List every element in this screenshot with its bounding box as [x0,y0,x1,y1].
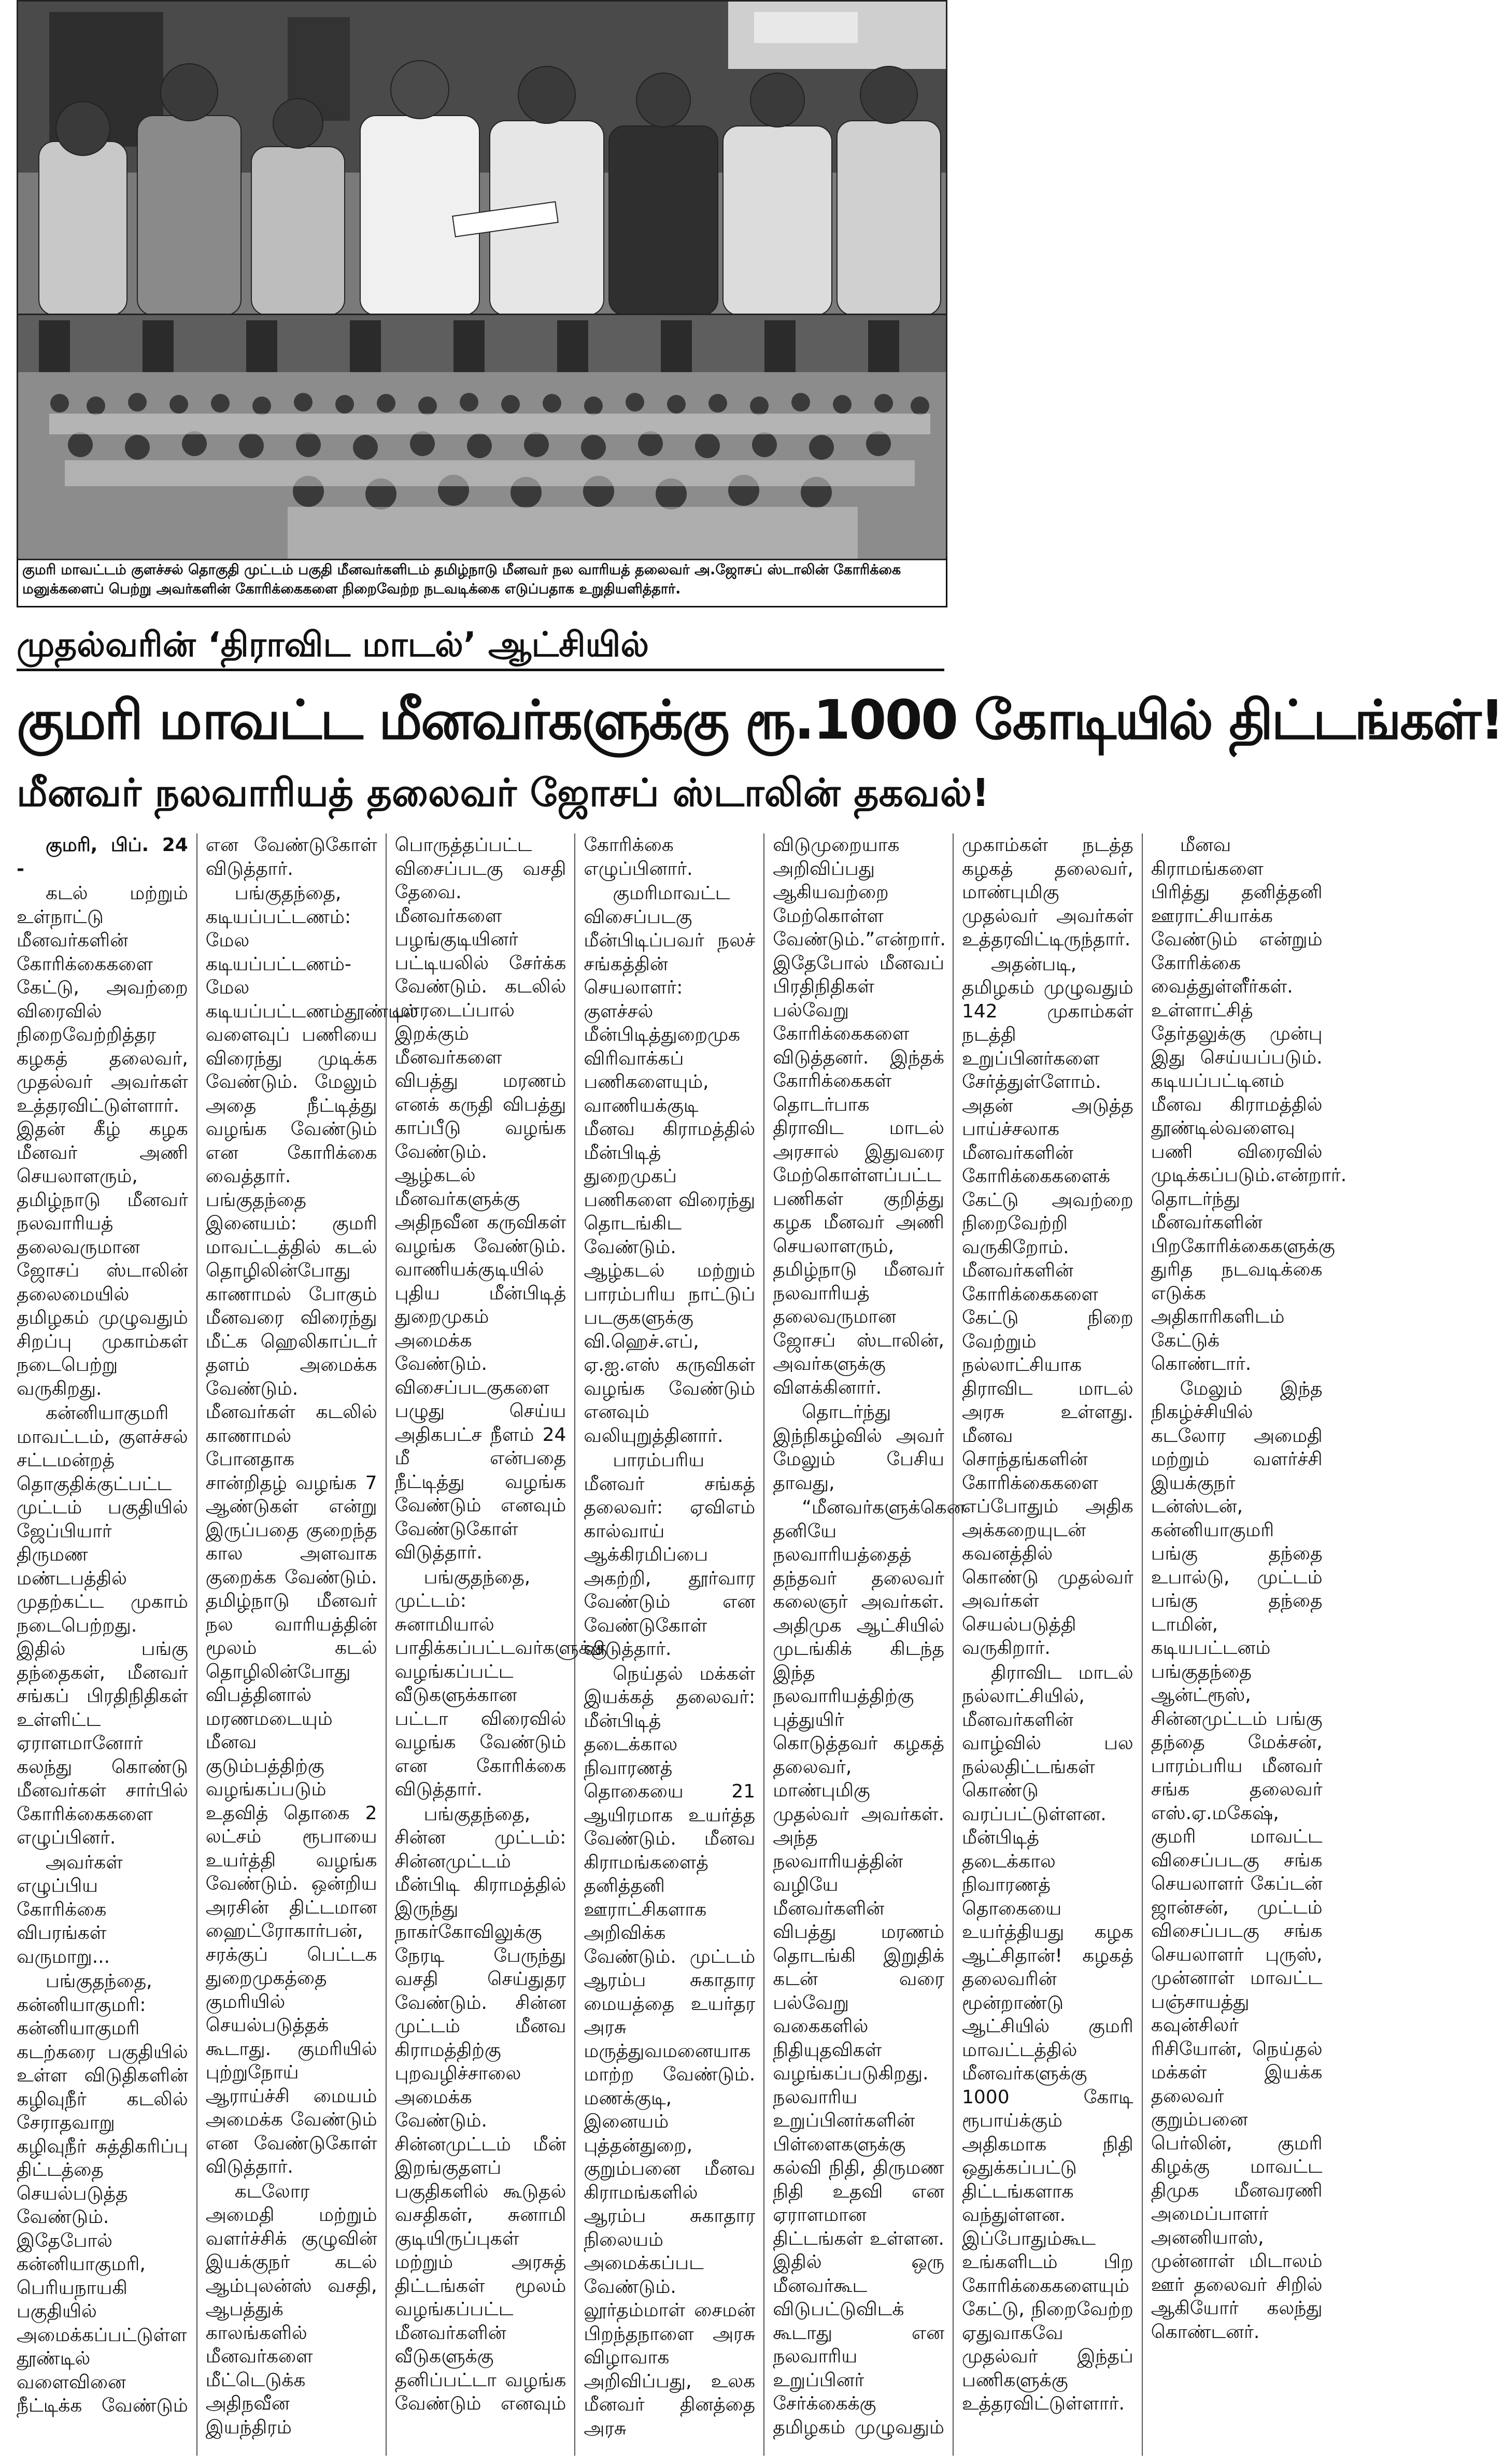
audience-photo [17,314,947,560]
photo-caption: குமரி மாவட்டம் குளச்சல் தொகுதி முட்டம் பகுதி மீனவர்களிடம் தமிழ்நாடு மீனவர் நல வாரியத் தலைவர் அ.ஜோசப் ஸ்டாலின் கோரிக்கை மனுக்களைப் பெற்று அவர்களின் கோரிக்கைகளை நிறைவேற்ற நடவடிக்கை எடுப்பதாக உறுதியளித்தார். [17,557,947,607]
article-paragraph: கடலோர அமைதி மற்றும் வளர்ச்சிக் குழுவின் இயக்குநர் கடல் ஆம்புலன்ஸ் வசதி, ஆபத்துக் காலங்களில் மீனவர்களை மீட்டெடுக்க அதிநவீன இயந்திரம் பொருத்தப்பட்ட விசைப்படகு வசதி தேவை. மீனவர்களை பழங்குடியினர் பட்டியலில் சேர்க்க வேண்டும். கடலில் மாரடைப்பால் இறக்கும் மீனவர்களை விபத்து மரணம் எனக் கருதி விபத்து காப்பீடு வழங்க வேண்டும். ஆழ்கடல் மீனவர்களுக்கு அதிநவீன கருவிகள் வழங்க வேண்டும். வாணியக்குடியில் புதிய மீன்பிடித் துறைமுகம் அமைக்க வேண்டும். விசைப்படகுகளை பழுது செய்ய அதிகபட்ச நீளம் 24 மீ என்பதை நீட்டித்து வழங்க வேண்டும் எனவும் வேண்டுகோள் விடுத்தார். [205,834,566,2438]
article-paragraph: கன்னியாகுமரி மாவட்டம், குளச்சல் சட்டமன்றத் தொகுதிக்குட்பட்ட முட்டம் பகுதியில் ஜேப்பியார் திருமண மண்டபத்தில் முதற்கட்ட முகாம் நடைபெற்றது. இதில் பங்கு தந்தைகள், மீனவர் சங்கப் பிரதிநிதிகள் உள்ளிட்ட ஏராளமானோர் கலந்து கொண்டு மீனவர்கள் சார்பில் கோரிக்கைகளை எழுப்பினர். [17,1403,188,1848]
kicker-heading: முதல்வரின் ‘திராவிட மாடல்’ ஆட்சியில் [17,621,944,671]
article-paragraph: மீனவ கிராமங்களை பிரித்து தனித்தனி ஊராட்சியாக்க வேண்டும் என்றும் கோரிக்கை வைத்துள்ளீர்கள். உள்ளாட்சித் தேர்தலுக்கு முன்பு இது செய்யப்படும். கடியப்பட்டினம் மீனவ கிராமத்தில் தூண்டில்வளைவு பணி விரைவில் முடிக்கப்படும்.என்றார். தொடர்ந்து மீனவர்களின் பிறகோரிக்கைகளுக்கு துரித நடவடிக்கை எடுக்க அதிகாரிகளிடம் கேட்டுக் கொண்டார். [1151,834,1347,1375]
article-paragraph: பங்குதந்தை, சின்ன முட்டம்: சின்னமுட்டம் மீன்பிடி கிராமத்தில் இருந்து நாகர்கோவிலுக்கு நேரடி பேருந்து வசதி செய்துதர வேண்டும். சின்ன முட்டம் மீனவ கிராமத்திற்கு புறவழிச்சாலை அமைக்க வேண்டும். சின்னமுட்டம் மீன் இறங்குதளப் பகுதிகளில் கூடுதல் வசதிகள், சுனாமி குடியிருப்புகள் மற்றும் அரசுத் திட்டங்கள் மூலம் வழங்கப்பட்ட மீனவர்களின் வீடுகளுக்கு தனிப்பட்டா வழங்க வேண்டும் எனவும் கோரிக்கை எழுப்பினார். [394,834,693,2414]
ceremony-photo [17,0,947,317]
sub-headline: மீனவர் நலவாரியத் தலைவர் ஜோசப் ஸ்டாலின் தகவல்! [17,771,989,815]
article-dateline: குமரி, பிப். 24 - [17,834,188,880]
article-paragraph: திராவிட மாடல் நல்லாட்சியில், மீனவர்களின் வாழ்வில் பல நல்லதிட்டங்கள் கொண்டு வரப்பட்டுள்ளன. மீன்பிடித் தடைக்கால நிவாரணத் தொகையை உயர்த்தியது கழக ஆட்சிதான்! கழகத் தலைவரின் மூன்றாண்டு ஆட்சியில் குமரி மாவட்டத்தில் மீனவர்களுக்கு 1000 கோடி ரூபாய்க்கும் அதிகமாக நிதி ஒதுக்கப்பட்டு திட்டங்களாக வந்துள்ளன. இப்போதும்கூட உங்களிடம் பிற கோரிக்கைகளையும் கேட்டு, நிறைவேற்ற ஏதுவாகவே முதல்வர் இந்தப் பணிகளுக்கு உத்தரவிட்டுள்ளார். [961,1662,1133,2414]
article-body [17,833,1347,2456]
article-paragraph: நெய்தல் மக்கள் இயக்கத் தலைவர்: மீன்பிடித் தடைக்கால நிவாரணத் தொகையை 21 ஆயிரமாக உயர்த்த வேண்டும். மீனவ கிராமங்களைத் தனித்தனி ஊராட்சிகளாக அறிவிக்க வேண்டும். முட்டம் ஆரம்ப சுகாதார மையத்தை உயர்தர அரசு மருத்துவமனையாக மாற்ற வேண்டும். மணக்குடி, இனையம் புத்தன்துறை, குறும்பனை மீனவ கிராமங்களில் ஆரம்ப சுகாதார நிலையம் அமைக்கப்பட வேண்டும். லூர்தம்மாள் சைமன் பிறந்தநாளை அரசு விழாவாக அறிவிப்பது, உலக மீனவர் தினத்தை அரசு விடுமுறையாக அறிவிப்பது ஆகியவற்றை மேற்கொள்ள வேண்டும்.”என்றார். இதேபோல் மீனவப் பிரதிநிதிகள் பல்வேறு கோரிக்கைகளை விடுத்தனர். இந்தக் கோரிக்கைகள் தொடர்பாக திராவிட மாடல் அரசால் இதுவரை மேற்கொள்ளப்பட்ட பணிகள் குறித்து கழக மீனவர் அணி செயலாளரும், தமிழ்நாடு மீனவர் நலவாரியத் தலைவருமான ஜோசப் ஸ்டாலின், அவர்களுக்கு விளக்கினார். [584,834,946,2439]
article-paragraph: பங்குதந்தை, முட்டம்: சுனாமியால் பாதிக்கப்பட்டவர்களுக்கு வழங்கப்பட்ட வீடுகளுக்கான பட்டா விரைவில் வழங்க வேண்டும் என கோரிக்கை விடுத்தார். [394,1566,607,1800]
article-paragraph: தொடர்ந்து இந்நிகழ்வில் அவர் மேலும் பேசிய தாவது, [773,1401,944,1494]
ceremony-photo-drawing [18,2,946,315]
article-paragraph: மேலும் இந்த நிகழ்ச்சியில் கடலோர அமைதி மற்றும் வளர்ச்சி இயக்குநர் டன்ஸ்டன், கன்னியாகுமரி பங்கு தந்தை உபால்டு, முட்டம் பங்கு தந்தை டாமின், கடியபட்டனம் பங்குதந்தை ஆன்ட்ரூஸ், சின்னமுட்டம் பங்கு தந்தை மேக்சன், பாரம்பரிய மீனவர் சங்க தலைவர் எஸ்.ஏ.மகேஷ், குமரி மாவட்ட விசைப்படகு சங்க செயலாளர் கேப்டன் ஜான்சன், முட்டம் விசைப்படகு சங்க செயலாளர் புருஸ், முன்னாள் மாவட்ட பஞ்சாயத்து கவுன்சிலர் ரிசியோன், நெய்தல் மக்கள் இயக்க தலைவர் குறும்பனை பெர்லின், குமரி கிழக்கு மாவட்ட திமுக மீனவரணி அமைப்பாளர் அனனியாஸ், முன்னாள் மிடாலம் ஊர் தலைவர் சிறில் ஆகியோர் கலந்து கொண்டனர். [1151,1378,1323,2343]
article-paragraph: குமரிமாவட்ட விசைப்படகு மீன்பிடிப்பவர் நலச் சங்கத்தின் செயலாளர்: குளச்சல் மீன்பிடித்துறைமுக விரிவாக்கப் பணிகளையும், வாணியக்குடி மீனவ கிராமத்தில் மீன்பிடித் துறைமுகப் பணிகளை விரைந்து தொடங்கிட வேண்டும். ஆழ்கடல் மற்றும் பாரம்பரிய நாட்டுப் படகுகளுக்கு வி.ஹெச்.எப், ஏ.ஐ.எஸ் கருவிகள் வழங்க வேண்டும் எனவும் வலியுறுத்தினார். [584,883,756,1447]
article-paragraph: அவர்கள் எழுப்பிய கோரிக்கை விபரங்கள் வருமாறு... [17,1851,123,1967]
article-paragraph: பங்குதந்தை, கன்னியாகுமரி: கன்னியாகுமரி கடற்கரை பகுதியில் உள்ள விடுதிகளின் கழிவுநீர் கடலில் சேராதவாறு கழிவுநீர் சுத்திகரிப்பு திட்டத்தை செயல்படுத்த வேண்டும். இதேபோல் கன்னியாகுமரி, பெரியநாயகி பகுதியில் அமைக்கப்பட்டுள்ள தூண்டில் வளைவினை நீட்டிக்க வேண்டும் என வேண்டுகோள் விடுத்தார். [17,834,377,2416]
audience-photo-drawing [18,315,946,559]
article-paragraph: அதன்படி, தமிழகம் முழுவதும் 142 முகாம்கள் நடத்தி உறுப்பினர்களை சேர்த்துள்ளோம். அதன் அடுத்த பாய்ச்சலாக மீனவர்களின் கோரிக்கைகளைக் கேட்டு அவற்றை நிறைவேற்றி வருகிறோம். மீனவர்களின் கோரிக்கைகளை கேட்டு நிறை வேற்றும் நல்லாட்சியாக திராவிட மாடல் அரசு உள்ளது. மீனவ சொந்தங்களின் கோரிக்கைகளை எப்போதும் அதிக அக்கறையுடன் கவனத்தில் கொண்டு முதல்வர் அவர்கள் செயல்படுத்தி வருகிறார். [961,953,1133,1659]
article-paragraph: “மீனவர்களுக்கென தனியே நலவாரியத்தைத் தந்தவர் தலைவர் கலைஞர் அவர்கள். அதிமுக ஆட்சியில் முடங்கிக் கிடந்த இந்த நலவாரியத்திற்கு புத்துயிர் கொடுத்தவர் கழகத் தலைவர், மாண்புமிகு முதல்வர் அவர்கள். அந்த நலவாரியத்தின் வழியே மீனவர்களின் விபத்து மரணம் தொடங்கி இறுதிக் கடன் வரை பல்வேறு வகைகளில் நிதியுதவிகள் வழங்கப்படுகிறது. நலவாரிய உறுப்பினர்களின் பிள்ளைகளுக்கு கல்வி நிதி, திருமண நிதி உதவி என ஏராளமான திட்டங்கள் உள்ளன. இதில் ஒரு மீனவர்கூட விடுபட்டுவிடக் கூடாது என நலவாரிய உறுப்பினர் சேர்க்கைக்கு தமிழகம் முழுவதும் முகாம்கள் நடத்த கழகத் தலைவர், மாண்புமிகு முதல்வர் அவர்கள் உத்தரவிட்டிருந்தார். [773,834,1133,2438]
article-paragraph: கடல் மற்றும் உள்நாட்டு மீனவர்களின் கோரிக்கைகளை கேட்டு, அவற்றை விரைவில் நிறைவேற்றித்தர கழகத் தலைவர், முதல்வர் அவர்கள் உத்தரவிட்டுள்ளார். இதன் கீழ் கழக மீனவர் அணி செயலாளரும், தமிழ்நாடு மீனவர் நலவாரியத் தலைவருமான ஜோசப் ஸ்டாலின் தலைமையில் தமிழகம் முழுவதும் சிறப்பு முகாம்கள் நடைபெற்று வருகிறது. [17,883,188,1399]
article-paragraph: பாரம்பரிய மீனவர் சங்கத் தலைவர்: ஏவிஎம் கால்வாய் ஆக்கிரமிப்பை அகற்றி, தூர்வார வேண்டும் என வேண்டுகோள் விடுத்தார். [584,1450,756,1660]
main-headline: குமரி மாவட்ட மீனவர்களுக்கு ரூ.1000 கோடியில் திட்டங்கள்! [17,688,1503,752]
article-paragraph: பங்குதந்தை, கடியப்பட்டணம்: மேல கடியப்பட்டணம்-மேல கடியப்பட்டணம்தூண்டில் வளைவுப் பணியை விரைந்து முடிக்க வேண்டும். மேலும் அதை நீட்டித்து வழங்க வேண்டும் என கோரிக்கை வைத்தார். பங்குதந்தை இனையம்: குமரி மாவட்டத்தில் கடல் தொழிலின்போது காணாமல் போகும் மீனவரை விரைந்து மீட்க ஹெலிகாப்டர் தளம் அமைக்க வேண்டும். மீனவர்கள் கடலில் காணாமல் போனதாக சான்றிதழ் வழங்க 7 ஆண்டுகள் என்று இருப்பதை குறைந்த கால அளவாக குறைக்க வேண்டும். தமிழ்நாடு மீனவர் நல வாரியத்தின் மூலம் கடல் தொழிலின்போது விபத்தினால் மரணமடையும் மீனவ குடும்பத்திற்கு வழங்கப்படும் உதவித் தொகை 2 லட்சம் ரூபாயை உயர்த்தி வழங்க வேண்டும். ஒன்றிய அரசின் திட்டமான ஹைட்ரோகார்பன், சரக்குப் பெட்டக துறைமுகத்தை குமரியில் செயல்படுத்தக் கூடாது. குமரியில் புற்றுநோய் ஆராய்ச்சி மையம் அமைக்க வேண்டும் என வேண்டுகோள் விடுத்தார். [205,883,419,2177]
